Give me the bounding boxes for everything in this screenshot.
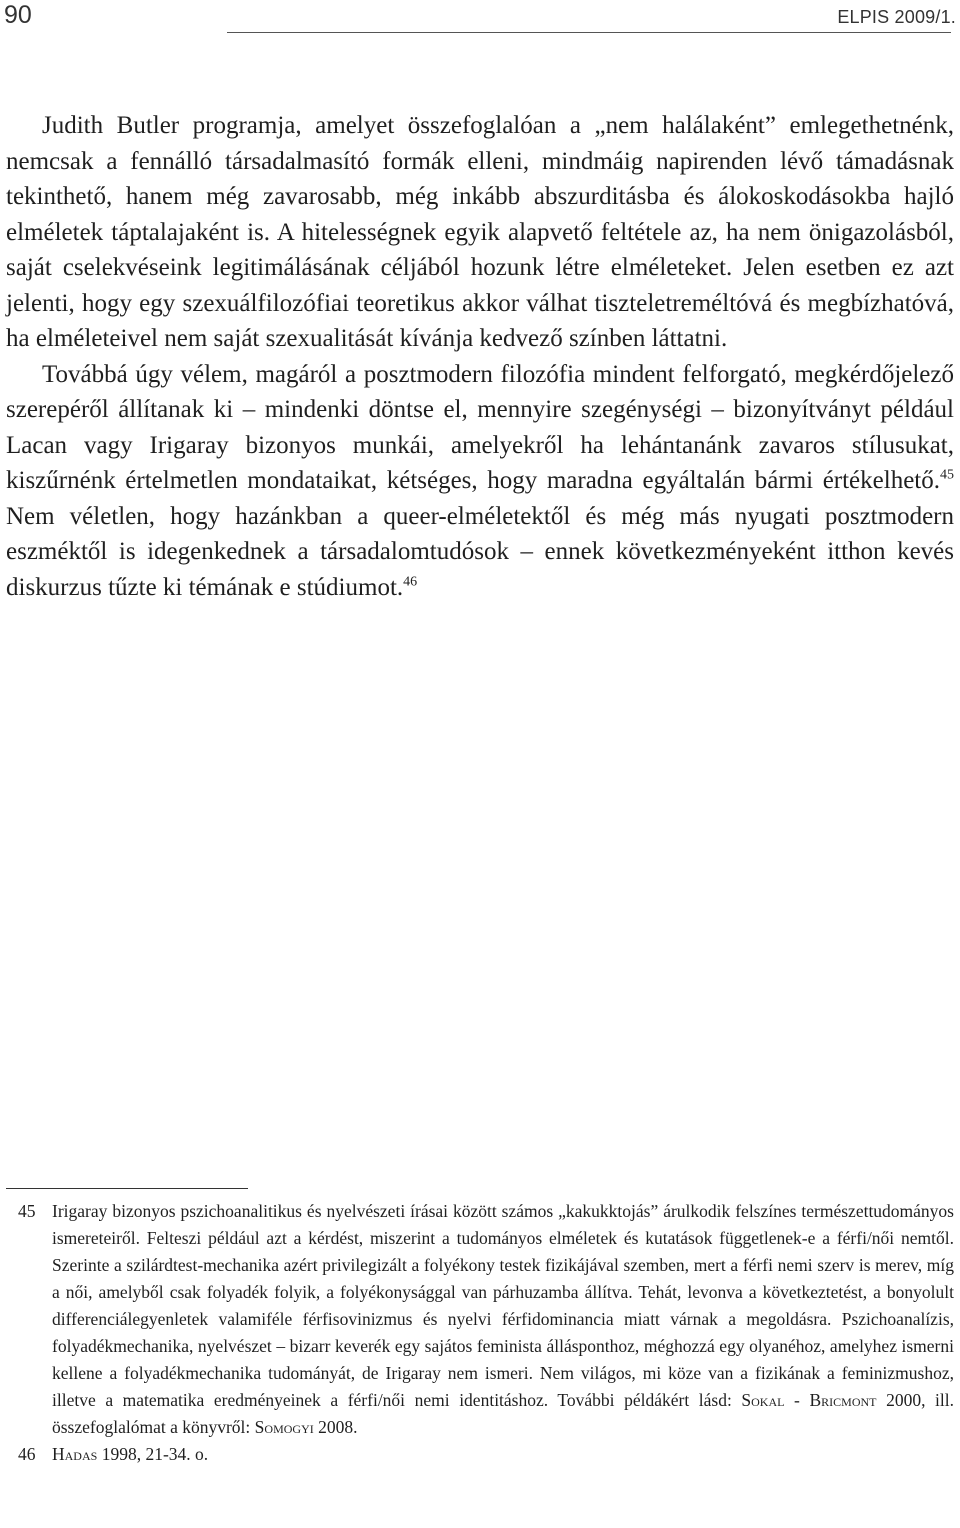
footnote-text: [52, 1441, 954, 1468]
header-rule: [227, 32, 951, 33]
footnote-text: [52, 1198, 954, 1441]
footnote-46: [6, 1441, 954, 1468]
paragraph-2-part-a: Továbbá úgy vélem, magáról a posztmodern filozófia mindent felforgató, megkérdőjelező szerepéről állítanak ki – mindenki döntse el, mennyire szegénységi – bizonyítványt például Lacan vagy Irigaray bizonyos munkái, amelyekről ha lehántanánk zavaros stílusukat, kiszűrnénk értelmetlen mondataikat, kétséges, hogy maradna egyáltalán bármi értékelhető.: [6, 360, 954, 494]
body-text: [6, 108, 954, 605]
footnote-rule: [6, 1188, 248, 1189]
paragraph-2-part-b: Nem véletlen, hogy hazánkban a queer-elméletektől és még más nyugati posztmodern eszméktől is idegenkednek a társadalomtudósok – ennek következményeként itthon kevés diskurzus tűzte ki témának e stúdiumot.: [6, 502, 954, 601]
footnotes: [6, 1198, 954, 1468]
author-name: Hadas: [52, 1444, 98, 1464]
footnote-text-part: Irigaray bizonyos pszichoanalitikus és nyelvészeti írásai között számos „kakukktojás” árulkodik felszínes természettudományos ismereteiről. Felteszi például azt a kérdést, miszerint a tudományos elméletek és kutatások függetlenek-e a férfi/női nemtől. Szerinte a szilárdtest-mechanika azért privilegizált a folyékony testek fizikájával szemben, mert a férfi nemi szerv is merev, míg a női, amelyből csak folyadék folyik, a folyékonysággal van párhuzamba állítva. Tehát, levonva a következtetést, a bonyolult differenciálegyenletek valamiféle férfisovinizmus és nyelvi férfidominancia miatt várnak a megoldásra. Pszichoanalízis, folyadékmechanika, nyelvészet – bizarr keverék egy sajátos feminista állásponthoz, méghozzá egy olyanéhoz, amelyhez ismerni kellene a folyadékmechanika tudományát, de Irigaray nem ismeri. Nem világos, mi köze van a fizikának a feminizmushoz, illetve a matematika eredményeinek a férfi/női nemi identitáshoz. További példákért lásd:: [52, 1201, 954, 1410]
footnote-text-part: 1998, 21-34. o.: [97, 1444, 209, 1464]
footnote-text-part: 2008.: [313, 1417, 358, 1437]
page-number: 90: [4, 1, 32, 29]
author-separator: -: [784, 1390, 810, 1410]
footnote-ref-45[interactable]: 45: [940, 467, 954, 483]
paragraph-1: Judith Butler programja, amelyet összefoglalóan a „nem halálaként” emlegethetnénk, nemcsak a fennálló társadalmasító formák elleni, mindmáig napirenden lévő támadásnak tekinthető, hanem még zavarosabb, még inkább abszurditásba és álokoskodásokba hajló elméletek táptalajaként is. A hitelességnek egyik alapvető feltétele az, ha nem önigazolásból, saját cselekvéseink legitimálásának céljából hozunk létre elméleteket. Jelen esetben ez azt jelenti, hogy egy szexuálfilozófiai teoretikus akkor válhat tiszteletreméltóvá és megbízhatóvá, ha elméleteivel nem saját szexualitását kívánja kedvező színben láttatni.: [6, 112, 954, 352]
paragraph-2: [6, 357, 954, 606]
footnote-45: [6, 1198, 954, 1441]
footnote-number: 46: [18, 1444, 36, 1464]
footnote-ref-46[interactable]: 46: [403, 574, 418, 590]
author-name: Sokal: [741, 1390, 785, 1410]
author-name: Somogyi: [254, 1417, 314, 1437]
running-head: ELPIS 2009/1.: [837, 7, 956, 27]
author-name: Bricmont: [809, 1390, 877, 1410]
footnote-text-part: 2000, ill. összefoglalómat a könyvről:: [52, 1390, 954, 1437]
footnote-number: 45: [18, 1201, 36, 1221]
